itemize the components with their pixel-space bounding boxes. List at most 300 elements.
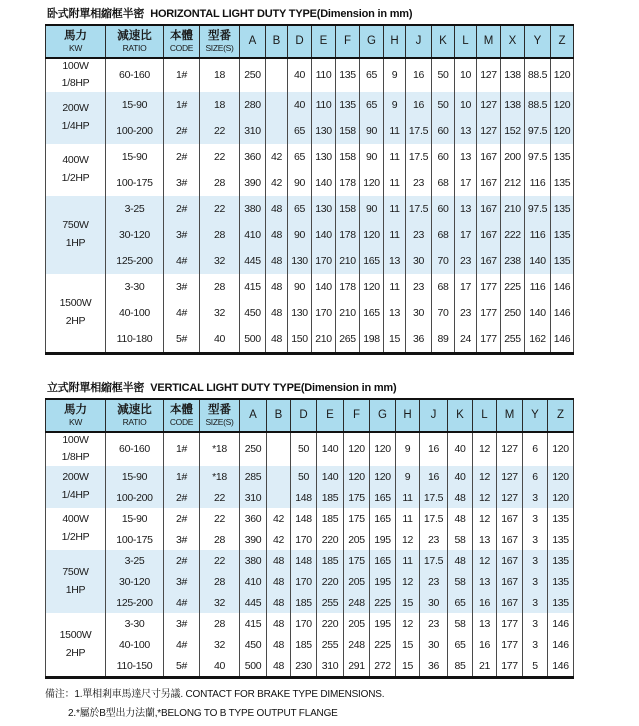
- power-watts: 1500W: [59, 628, 92, 641]
- code-cell: 4#: [164, 634, 200, 655]
- dim-cell: 185: [317, 487, 344, 508]
- dim-cell: 3: [523, 529, 548, 550]
- column-header: [200, 25, 240, 58]
- dim-cell: 130: [288, 248, 312, 274]
- ratio-cell: 30-120: [106, 571, 164, 592]
- dim-cell: 127: [477, 118, 501, 144]
- dim-cell: 12: [396, 529, 420, 550]
- dim-cell: 130: [312, 118, 336, 144]
- dim-cell: 48: [266, 300, 288, 326]
- table-row: [46, 144, 574, 170]
- dim-cell: 10: [455, 92, 477, 118]
- dim-cell: 410: [240, 222, 266, 248]
- dim-cell: 68: [432, 274, 455, 300]
- dim-cell: 16: [420, 466, 448, 487]
- dim-cell: [267, 487, 291, 508]
- dim-cell: 13: [384, 300, 406, 326]
- dim-cell: 140: [312, 274, 336, 300]
- dim-cell: 65: [360, 58, 384, 93]
- dimension-column-header: M: [497, 399, 523, 432]
- dim-cell: 16: [406, 58, 432, 93]
- header-row: [46, 25, 574, 58]
- dim-cell: 15: [396, 592, 420, 613]
- code-cell: 2#: [164, 144, 200, 170]
- dim-cell: 30: [420, 592, 448, 613]
- dimension-column-header: F: [344, 399, 370, 432]
- column-header-en: CODE: [169, 417, 194, 428]
- dim-cell: 48: [267, 634, 291, 655]
- dim-cell: 170: [312, 300, 336, 326]
- dim-cell: 170: [312, 248, 336, 274]
- power-watts: 750W: [62, 565, 89, 578]
- column-header-en: CODE: [169, 43, 194, 54]
- dim-cell: 9: [384, 92, 406, 118]
- dim-cell: 36: [406, 326, 432, 354]
- dim-cell: 89: [432, 326, 455, 354]
- dim-cell: 146: [548, 655, 574, 678]
- dimension-column-header: H: [396, 399, 420, 432]
- dim-cell: 116: [525, 170, 551, 196]
- dim-cell: 248: [344, 592, 370, 613]
- dimension-column-header: J: [420, 399, 448, 432]
- dim-cell: 210: [312, 326, 336, 354]
- dim-cell: 11: [384, 222, 406, 248]
- table-row: [46, 92, 574, 118]
- dim-cell: 97.5: [525, 144, 551, 170]
- dim-cell: 68: [432, 170, 455, 196]
- dim-cell: 360: [240, 144, 266, 170]
- dim-cell: 23: [420, 571, 448, 592]
- dim-cell: 13: [455, 196, 477, 222]
- dim-cell: 127: [497, 432, 523, 467]
- dim-cell: 140: [312, 170, 336, 196]
- size-cell: 28: [200, 222, 240, 248]
- dim-cell: 165: [370, 550, 396, 571]
- dimension-column-header: K: [448, 399, 473, 432]
- power-cell: [46, 508, 106, 550]
- dim-cell: 238: [501, 248, 525, 274]
- dimension-column-header: J: [406, 25, 432, 58]
- dim-cell: 165: [360, 300, 384, 326]
- table-row: [46, 592, 574, 613]
- dim-cell: 48: [266, 196, 288, 222]
- dim-cell: 42: [266, 144, 288, 170]
- dim-cell: 11: [384, 274, 406, 300]
- column-header: [106, 25, 164, 58]
- dim-cell: 13: [473, 571, 497, 592]
- dim-cell: 135: [548, 529, 574, 550]
- column-header-zh: 減速比: [117, 404, 152, 417]
- size-cell: 18: [200, 58, 240, 93]
- dim-cell: 116: [525, 222, 551, 248]
- power-cell: [46, 196, 106, 274]
- dimension-column-header: G: [360, 25, 384, 58]
- table-row: [46, 222, 574, 248]
- dim-cell: 16: [406, 92, 432, 118]
- ratio-cell: 110-180: [106, 326, 164, 354]
- dim-cell: 17: [455, 222, 477, 248]
- code-cell: 2#: [164, 508, 200, 529]
- dim-cell: 12: [473, 487, 497, 508]
- dim-cell: 30: [420, 634, 448, 655]
- dim-cell: 250: [240, 58, 266, 93]
- dim-cell: 13: [455, 144, 477, 170]
- dim-cell: 42: [267, 529, 291, 550]
- dim-cell: 135: [548, 508, 574, 529]
- dim-cell: 220: [317, 529, 344, 550]
- power-watts: 1500W: [59, 297, 92, 310]
- ratio-cell: 3-30: [106, 274, 164, 300]
- dim-cell: 177: [477, 300, 501, 326]
- table-row: [46, 613, 574, 634]
- dimension-column-header: H: [384, 25, 406, 58]
- dim-cell: 3: [523, 508, 548, 529]
- dim-cell: 127: [497, 466, 523, 487]
- ratio-cell: 3-30: [106, 613, 164, 634]
- dim-cell: 130: [288, 300, 312, 326]
- column-header: [46, 25, 106, 58]
- dim-cell: 148: [291, 550, 317, 571]
- dim-cell: 30: [406, 248, 432, 274]
- dim-cell: 177: [477, 326, 501, 354]
- dim-cell: 210: [336, 248, 360, 274]
- ratio-cell: 60-160: [106, 58, 164, 93]
- dim-cell: 50: [432, 92, 455, 118]
- power-hp: 2HP: [65, 646, 86, 659]
- dim-cell: 146: [548, 634, 574, 655]
- ratio-cell: 15-90: [106, 508, 164, 529]
- size-cell: 22: [200, 196, 240, 222]
- dim-cell: 167: [497, 592, 523, 613]
- dim-cell: 225: [370, 592, 396, 613]
- dimension-column-header: E: [312, 25, 336, 58]
- dim-cell: 280: [240, 92, 266, 118]
- size-cell: 28: [200, 571, 240, 592]
- dim-cell: 13: [455, 118, 477, 144]
- code-cell: 3#: [164, 529, 200, 550]
- dim-cell: 3: [523, 613, 548, 634]
- column-header-zh: 本體: [170, 30, 193, 42]
- table-row: [46, 655, 574, 678]
- dim-cell: 17.5: [406, 118, 432, 144]
- dim-cell: 16: [420, 432, 448, 467]
- dim-cell: 250: [501, 300, 525, 326]
- dim-cell: 48: [267, 550, 291, 571]
- dim-cell: 30: [406, 300, 432, 326]
- size-cell: 22: [200, 550, 240, 571]
- dim-cell: 175: [344, 550, 370, 571]
- dim-cell: 3: [523, 634, 548, 655]
- column-header: [200, 399, 240, 432]
- dim-cell: 23: [406, 274, 432, 300]
- dim-cell: 140: [525, 300, 551, 326]
- vertical-title-en: VERTICAL LIGHT DUTY TYPE(Dimension in mm): [150, 382, 397, 395]
- dim-cell: 50: [432, 58, 455, 93]
- dim-cell: 135: [336, 92, 360, 118]
- vertical-table-title: [47, 379, 639, 395]
- code-cell: 2#: [164, 550, 200, 571]
- power-cell: [46, 466, 106, 508]
- dimension-column-header: F: [336, 25, 360, 58]
- code-cell: 3#: [164, 613, 200, 634]
- dim-cell: 177: [497, 655, 523, 678]
- dim-cell: 165: [360, 248, 384, 274]
- dim-cell: 185: [291, 592, 317, 613]
- header-row: [46, 399, 574, 432]
- table-row: [46, 274, 574, 300]
- dim-cell: 42: [266, 170, 288, 196]
- dim-cell: 195: [370, 613, 396, 634]
- code-cell: 3#: [164, 222, 200, 248]
- dim-cell: 65: [360, 92, 384, 118]
- power-hp: 2HP: [65, 315, 86, 328]
- dim-cell: 48: [448, 508, 473, 529]
- size-cell: *18: [200, 432, 240, 467]
- dim-cell: 42: [267, 508, 291, 529]
- code-cell: 5#: [164, 326, 200, 354]
- dimension-column-header: D: [288, 25, 312, 58]
- dim-cell: 36: [420, 655, 448, 678]
- dim-cell: 265: [336, 326, 360, 354]
- dim-cell: 195: [370, 571, 396, 592]
- dim-cell: [267, 432, 291, 467]
- code-cell: 2#: [164, 196, 200, 222]
- dim-cell: 210: [336, 300, 360, 326]
- vertical-title-zh: 立式附單相縮框半密: [47, 382, 145, 395]
- dim-cell: 167: [477, 170, 501, 196]
- column-header: [46, 399, 106, 432]
- dim-cell: 11: [396, 508, 420, 529]
- dim-cell: 90: [360, 118, 384, 144]
- table-row: [46, 571, 574, 592]
- dim-cell: [266, 92, 288, 118]
- dim-cell: 410: [240, 571, 267, 592]
- dim-cell: 17.5: [420, 487, 448, 508]
- dim-cell: 11: [396, 550, 420, 571]
- dim-cell: 48: [267, 571, 291, 592]
- dim-cell: 445: [240, 248, 266, 274]
- code-cell: 4#: [164, 300, 200, 326]
- size-cell: 40: [200, 655, 240, 678]
- dim-cell: 16: [473, 592, 497, 613]
- dim-cell: 90: [288, 222, 312, 248]
- power-cell: [46, 432, 106, 467]
- ratio-cell: 100-200: [106, 487, 164, 508]
- power-cell: [46, 613, 106, 678]
- dim-cell: 272: [370, 655, 396, 678]
- dim-cell: 13: [384, 248, 406, 274]
- dim-cell: 177: [497, 613, 523, 634]
- table-row: [46, 118, 574, 144]
- dim-cell: 120: [360, 222, 384, 248]
- dim-cell: 88.5: [525, 92, 551, 118]
- dim-cell: 500: [240, 655, 267, 678]
- dim-cell: 120: [360, 170, 384, 196]
- dim-cell: 12: [473, 508, 497, 529]
- dim-cell: 120: [360, 274, 384, 300]
- dim-cell: 120: [344, 466, 370, 487]
- dim-cell: 97.5: [525, 196, 551, 222]
- table-row: [46, 508, 574, 529]
- column-header-zh: 本體: [170, 404, 193, 417]
- dim-cell: 90: [288, 170, 312, 196]
- dim-cell: 200: [501, 144, 525, 170]
- dimension-column-header: Y: [525, 25, 551, 58]
- dim-cell: 135: [551, 196, 574, 222]
- power-hp: 1/4HP: [61, 489, 90, 502]
- dim-cell: 58: [448, 529, 473, 550]
- dim-cell: 17.5: [406, 196, 432, 222]
- dim-cell: 220: [317, 571, 344, 592]
- code-cell: 2#: [164, 118, 200, 144]
- ratio-cell: 110-150: [106, 655, 164, 678]
- dim-cell: 48: [448, 487, 473, 508]
- code-cell: 1#: [164, 432, 200, 467]
- dim-cell: 445: [240, 592, 267, 613]
- dim-cell: 205: [344, 529, 370, 550]
- dim-cell: 116: [525, 274, 551, 300]
- dim-cell: 255: [317, 634, 344, 655]
- vertical-dimensions-table: [45, 398, 574, 679]
- dim-cell: 285: [240, 466, 267, 487]
- column-header: [164, 399, 200, 432]
- vertical-table-section: [0, 379, 639, 679]
- size-cell: 22: [200, 487, 240, 508]
- dim-cell: 12: [473, 466, 497, 487]
- dim-cell: 13: [473, 529, 497, 550]
- power-watts: 100W: [62, 433, 89, 446]
- dim-cell: 185: [317, 508, 344, 529]
- dim-cell: 23: [455, 248, 477, 274]
- column-header: [106, 399, 164, 432]
- dim-cell: 135: [548, 550, 574, 571]
- dim-cell: 127: [477, 92, 501, 118]
- dim-cell: 10: [455, 58, 477, 93]
- ratio-cell: 125-200: [106, 592, 164, 613]
- dim-cell: 175: [344, 508, 370, 529]
- dim-cell: 110: [312, 58, 336, 93]
- power-watts: 200W: [62, 471, 89, 484]
- dimension-column-header: D: [291, 399, 317, 432]
- dim-cell: 250: [240, 432, 267, 467]
- dim-cell: 11: [384, 170, 406, 196]
- ratio-cell: 100-175: [106, 529, 164, 550]
- dim-cell: 48: [267, 592, 291, 613]
- dim-cell: 40: [288, 92, 312, 118]
- power-hp: 1/8HP: [61, 451, 90, 464]
- dim-cell: 120: [344, 432, 370, 467]
- dim-cell: 130: [312, 196, 336, 222]
- dim-cell: 58: [448, 571, 473, 592]
- dim-cell: 17.5: [406, 144, 432, 170]
- dim-cell: 90: [360, 144, 384, 170]
- dim-cell: 185: [317, 550, 344, 571]
- column-header-en: RATIO: [122, 43, 147, 54]
- dim-cell: 158: [336, 118, 360, 144]
- dim-cell: 140: [317, 466, 344, 487]
- column-header-zh: 馬力: [64, 404, 87, 417]
- dim-cell: 24: [455, 326, 477, 354]
- dim-cell: 135: [548, 571, 574, 592]
- dim-cell: 500: [240, 326, 266, 354]
- dim-cell: 291: [344, 655, 370, 678]
- column-header: [164, 25, 200, 58]
- dim-cell: 205: [344, 571, 370, 592]
- dim-cell: 146: [551, 326, 574, 354]
- dim-cell: 167: [497, 571, 523, 592]
- dim-cell: 70: [432, 248, 455, 274]
- dim-cell: 48: [448, 550, 473, 571]
- dim-cell: 12: [396, 571, 420, 592]
- dim-cell: 48: [266, 248, 288, 274]
- code-cell: 3#: [164, 170, 200, 196]
- dim-cell: 415: [240, 274, 266, 300]
- column-header-en: SIZE(S): [205, 417, 234, 428]
- dim-cell: 140: [525, 248, 551, 274]
- dim-cell: 48: [266, 222, 288, 248]
- dim-cell: 3: [523, 487, 548, 508]
- dim-cell: 15: [396, 634, 420, 655]
- dim-cell: 15: [384, 326, 406, 354]
- size-cell: 28: [200, 274, 240, 300]
- power-hp: 1/8HP: [61, 77, 90, 90]
- dim-cell: 310: [240, 487, 267, 508]
- column-header-zh: 馬力: [64, 30, 87, 42]
- table-row: [46, 634, 574, 655]
- dim-cell: 450: [240, 634, 267, 655]
- power-watts: 400W: [62, 154, 89, 167]
- dim-cell: 255: [501, 326, 525, 354]
- dim-cell: 65: [288, 144, 312, 170]
- dim-cell: 68: [432, 222, 455, 248]
- dim-cell: 152: [501, 118, 525, 144]
- power-cell: [46, 58, 106, 93]
- dim-cell: 120: [551, 92, 574, 118]
- dim-cell: 135: [336, 58, 360, 93]
- dim-cell: 150: [288, 326, 312, 354]
- dimension-column-header: E: [317, 399, 344, 432]
- dim-cell: 65: [448, 634, 473, 655]
- dim-cell: 58: [448, 613, 473, 634]
- dim-cell: 225: [501, 274, 525, 300]
- power-watts: 750W: [62, 219, 89, 232]
- dim-cell: 135: [548, 592, 574, 613]
- dim-cell: 450: [240, 300, 266, 326]
- ratio-cell: 15-90: [106, 466, 164, 487]
- dim-cell: 11: [384, 196, 406, 222]
- dim-cell: 212: [501, 170, 525, 196]
- dim-cell: 5: [523, 655, 548, 678]
- dim-cell: 85: [448, 655, 473, 678]
- column-header-en: SIZE(S): [205, 43, 234, 54]
- dim-cell: 60: [432, 144, 455, 170]
- dim-cell: 3: [523, 592, 548, 613]
- dim-cell: 6: [523, 466, 548, 487]
- dim-cell: 23: [406, 170, 432, 196]
- dim-cell: 3: [523, 571, 548, 592]
- size-cell: 32: [200, 592, 240, 613]
- dim-cell: 15: [396, 655, 420, 678]
- code-cell: 4#: [164, 592, 200, 613]
- dim-cell: 40: [448, 432, 473, 467]
- dim-cell: 17.5: [420, 550, 448, 571]
- dim-cell: 48: [266, 326, 288, 354]
- dim-cell: 88.5: [525, 58, 551, 93]
- dimension-column-header: L: [473, 399, 497, 432]
- dim-cell: 9: [384, 58, 406, 93]
- dim-cell: 48: [267, 613, 291, 634]
- size-cell: 28: [200, 529, 240, 550]
